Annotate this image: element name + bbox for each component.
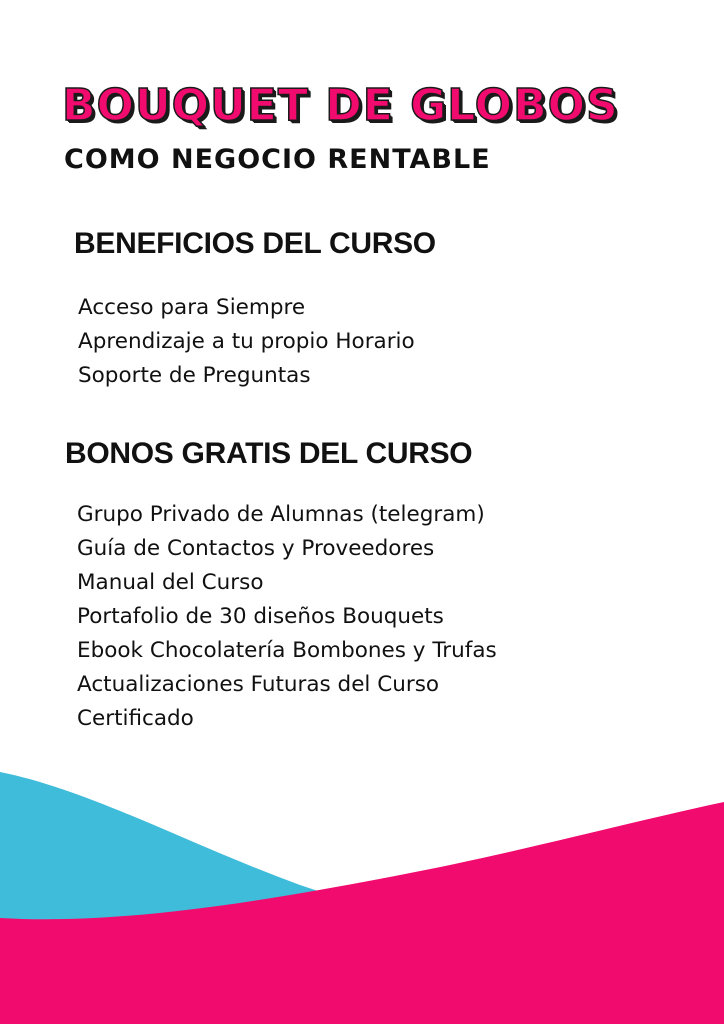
bonuses-list	[77, 498, 497, 736]
bonus-item: Actualizaciones Futuras del Curso	[77, 672, 440, 697]
bonus-item: Portafolio de 30 diseños Bouquets	[77, 604, 444, 629]
benefit-item: Acceso para Siempre	[78, 295, 306, 320]
page-title: BOUQUET DE GLOBOS	[62, 80, 619, 131]
bonus-item: Manual del Curso	[77, 570, 264, 595]
bonus-item: Grupo Privado de Alumnas (telegram)	[77, 502, 485, 527]
benefits-heading: BENEFICIOS DEL CURSO	[74, 227, 436, 260]
benefit-item: Soporte de Preguntas	[78, 363, 311, 388]
page-subtitle: COMO NEGOCIO RENTABLE	[64, 144, 491, 175]
bonus-item: Guía de Contactos y Proveedores	[77, 536, 435, 561]
bonus-item: Certificado	[77, 706, 194, 731]
bonuses-heading: BONOS GRATIS DEL CURSO	[65, 437, 473, 470]
benefits-list	[78, 291, 415, 393]
bonus-item: Ebook Chocolatería Bombones y Trufas	[77, 638, 497, 663]
benefit-item: Aprendizaje a tu propio Horario	[78, 329, 415, 354]
